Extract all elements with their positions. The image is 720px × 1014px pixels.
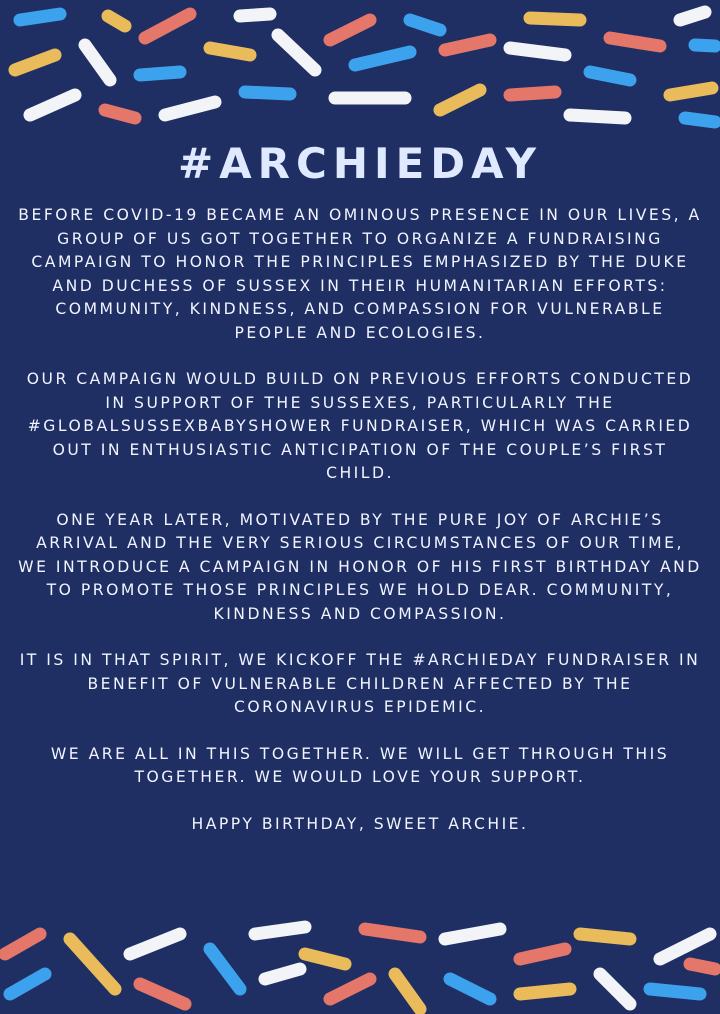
page-title: #ARCHIEDAY (177, 139, 543, 188)
paragraph-campaign: OUR CAMPAIGN WOULD BUILD ON PREVIOUS EFFORTS CONDUCTED IN SUPPORT OF THE SUSSEXES, PARTICULARLY THE #GLOBALSUSSEXBABYSHOWER FUNDRAISER, WHICH WAS CARRIED OUT IN ENTHUSIASTIC ANTICIPATION OF THE COUPLE’S FIRST CHILD. (26, 370, 694, 482)
paragraph-together: WE ARE ALL IN THIS TOGETHER. WE WILL GET THROUGH THIS TOGETHER. WE WOULD LOVE YOUR SUPPORT. (50, 744, 670, 786)
confetti-strokes-bottom (0, 919, 720, 1014)
paragraph-intro: BEFORE COVID-19 BECAME AN OMINOUS PRESENCE IN OUR LIVES, A GROUP OF US GOT TOGETHER TO ORGANIZE A FUNDRAISING CAMPAIGN TO HONOR THE PRINCIPLES EMPHASIZED BY THE DUKE AND DUCHESS OF SUSSEX IN THEIR HUMANITARIAN EFFORTS: COMMUNITY, KINDNESS, AND COMPASSION FOR VULNERABLE PEOPLE AND ECOLOGIES. (18, 206, 702, 342)
confetti-border-top (0, 0, 720, 135)
confetti-strokes-top (0, 0, 720, 135)
flyer-content (18, 140, 702, 859)
confetti-border-bottom (0, 919, 720, 1014)
paragraph-spirit: IT IS IN THAT SPIRIT, WE KICKOFF THE #ARCHIEDAY FUNDRAISER IN BENEFIT OF VULNERABLE CHILDREN AFFECTED BY THE CORONAVIRUS EPIDEMIC. (19, 651, 701, 716)
paragraph-one-year-later: ONE YEAR LATER, MOTIVATED BY THE PURE JOY OF ARCHIE’S ARRIVAL AND THE VERY SERIOUS CIRCUMSTANCES OF OUR TIME, WE INTRODUCE A CAMPAIGN IN HONOR OF HIS FIRST BIRTHDAY AND TO PROMOTE THOSE PRINCIPLES WE HOLD DEAR. COMMUNITY, KINDNESS AND COMPASSION. (18, 510, 702, 623)
paragraph-birthday: HAPPY BIRTHDAY, SWEET ARCHIE. (191, 814, 529, 833)
